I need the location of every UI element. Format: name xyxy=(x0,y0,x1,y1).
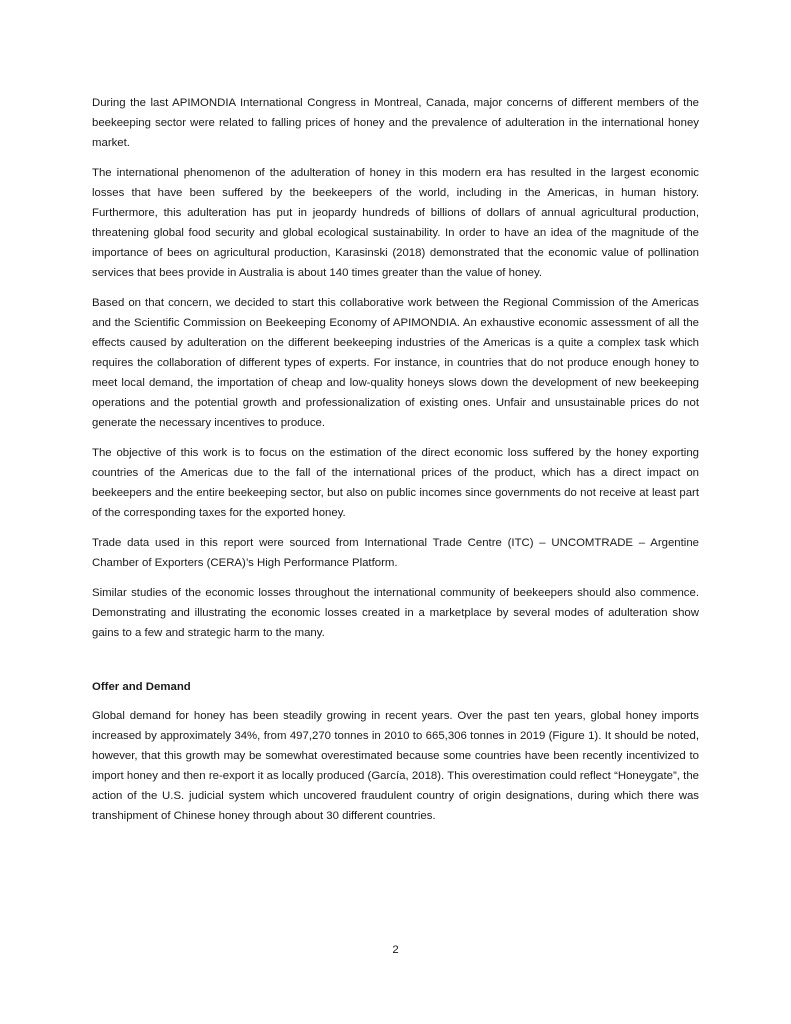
paragraph-apimondia-congress: During the last APIMONDIA International Congress in Montreal, Canada, major concerns of different members of the beekeeping sector were related to falling prices of honey and the prevalence of adulteration in the international honey market. xyxy=(92,97,699,149)
paragraph-adulteration-phenomenon: The international phenomenon of the adulteration of honey in this modern era has resulted in the largest economic losses that have been suffered by the beekeepers of the world, including in the Americas, in human history. Furthermore, this adulteration has put in jeopardy hundreds of billions of dollars of annual agricultural production, threatening global food security and global ecological sustainability. In order to have an idea of the magnitude of the importance of bees on agricultural production, Karasinski (2018) demonstrated that the economic value of pollination services that bees provide in Australia is about 140 times greater than the value of honey. xyxy=(92,167,699,279)
paragraph-collaborative-work: Based on that concern, we decided to start this collaborative work between the Regional Commission of the Americas and the Scientific Commission on Beekeeping Economy of APIMONDIA. An exhaustive economic assessment of all the effects caused by adulteration on the different beekeeping industries of the Americas is a quite a complex task which requires the collaboration of different types of experts. For instance, in countries that do not produce enough honey to meet local demand, the importation of cheap and low-quality honeys slows down the development of new beekeeping operations and the potential growth and professionalization of existing ones. Unfair and unsustainable prices do not generate the necessary incentives to produce. xyxy=(92,297,699,429)
paragraph-similar-studies: Similar studies of the economic losses throughout the international community of beekeepers should also commence. Demonstrating and illustrating the economic losses created in a marketplace by several modes of adulteration show gains to a few and strategic harm to the many. xyxy=(92,587,699,639)
paragraph-trade-data-source: Trade data used in this report were sourced from International Trade Centre (ITC) – UNCOMTRADE – Argentine Chamber of Exporters (CERA)’s High Performance Platform. xyxy=(92,537,699,569)
section-heading: Offer and Demand xyxy=(92,681,191,693)
paragraph-global-demand: Global demand for honey has been steadily growing in recent years. Over the past ten years, global honey imports increased by approximately 34%, from 497,270 tonnes in 2010 to 665,306 tonnes in 2019 (Figure 1). It should be noted, however, that this growth may be somewhat overestimated because some countries have been recently incentivized to import honey and then re-export it as locally produced (García, 2018). This overestimation could reflect “Honeygate”, the action of the U.S. judicial system which uncovered fraudulent country of origin designations, during which there was transhipment of Chinese honey through about 30 different countries. xyxy=(92,710,699,822)
document-page xyxy=(92,93,699,836)
paragraph-objective: The objective of this work is to focus on the estimation of the direct economic loss suffered by the honey exporting countries of the Americas due to the fall of the international prices of the product, which has a direct impact on beekeepers and the entire beekeeping sector, but also on public incomes since governments do not receive at least part of the corresponding taxes for the exported honey. xyxy=(92,447,699,519)
page-number: 2 xyxy=(392,944,399,956)
